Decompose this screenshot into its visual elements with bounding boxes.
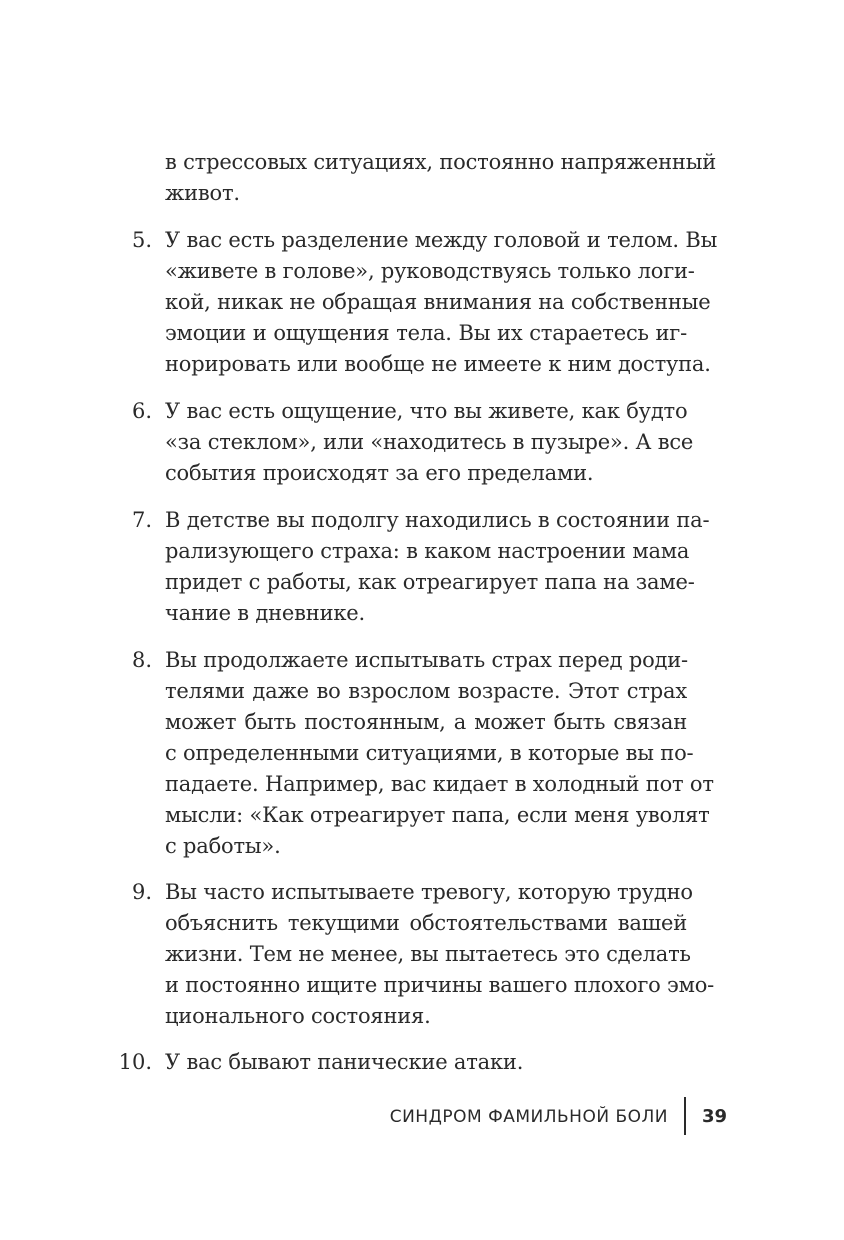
list-item-line: может быть постоянным, а может быть связан bbox=[165, 710, 687, 734]
list-item-line: с определенными ситуациями, в которые вы по- bbox=[165, 741, 694, 765]
list-item-line: «за стеклом», или «находитесь в пузыре». А все bbox=[165, 430, 694, 454]
list-item-line: эмоции и ощущения тела. Вы их стараетесь иг- bbox=[165, 321, 687, 345]
list-item-line: Вы часто испытываете тревогу, которую трудно bbox=[165, 880, 693, 904]
list-item-line: У вас есть разделение между головой и телом. Вы bbox=[165, 228, 718, 252]
list-item-line: падаете. Например, вас кидает в холодный пот от bbox=[165, 772, 714, 796]
list-item-line: «живете в голове», руководствуясь только логи- bbox=[165, 259, 695, 283]
list-item-line: жизни. Тем не менее, вы пытаетесь это сделать bbox=[165, 942, 691, 966]
list-item-line: чание в дневнике. bbox=[165, 601, 365, 625]
list-item-line: норировать или вообще не имеете к ним доступа. bbox=[165, 352, 711, 376]
list-item-line: объяснить текущими обстоятельствами вашей bbox=[165, 911, 687, 935]
list-item-number: 6. bbox=[131, 399, 152, 423]
list-item-line: Вы продолжаете испытывать страх перед роди- bbox=[165, 648, 688, 672]
continuation-line: живот. bbox=[165, 181, 240, 205]
list-item-number: 5. bbox=[131, 228, 152, 252]
list-item-line: У вас есть ощущение, что вы живете, как будто bbox=[165, 399, 688, 423]
list-item-line: придет с работы, как отреагирует папа на заме- bbox=[165, 570, 695, 594]
footer-divider bbox=[684, 1097, 686, 1135]
list-item-number: 7. bbox=[131, 508, 152, 532]
list-item-line: мысли: «Как отреагирует папа, если меня уволят bbox=[165, 803, 710, 827]
list-item-number: 8. bbox=[131, 648, 152, 672]
list-item-line: и постоянно ищите причины вашего плохого эмо- bbox=[165, 973, 715, 997]
continuation-line: в стрессовых ситуациях, постоянно напряженный bbox=[165, 150, 717, 174]
page-number: 39 bbox=[702, 1106, 728, 1127]
running-title: СИНДРОМ ФАМИЛЬНОЙ БОЛИ bbox=[389, 1107, 668, 1127]
list-item-line: В детстве вы подолгу находились в состоянии па- bbox=[165, 508, 710, 532]
list-item-line: с работы». bbox=[165, 834, 281, 858]
list-item-line: кой, никак не обращая внимания на собственные bbox=[165, 290, 711, 314]
list-item-number: 10. bbox=[118, 1050, 152, 1074]
list-item-number: 9. bbox=[131, 880, 152, 904]
list-item-line: события происходят за его пределами. bbox=[165, 461, 594, 485]
list-item-line: У вас бывают панические атаки. bbox=[165, 1050, 524, 1074]
list-item-line: ционального состояния. bbox=[165, 1004, 431, 1028]
list-item-line: рализующего страха: в каком настроении мама bbox=[165, 539, 690, 563]
list-item-line: телями даже во взрослом возрасте. Этот страх bbox=[165, 679, 687, 703]
